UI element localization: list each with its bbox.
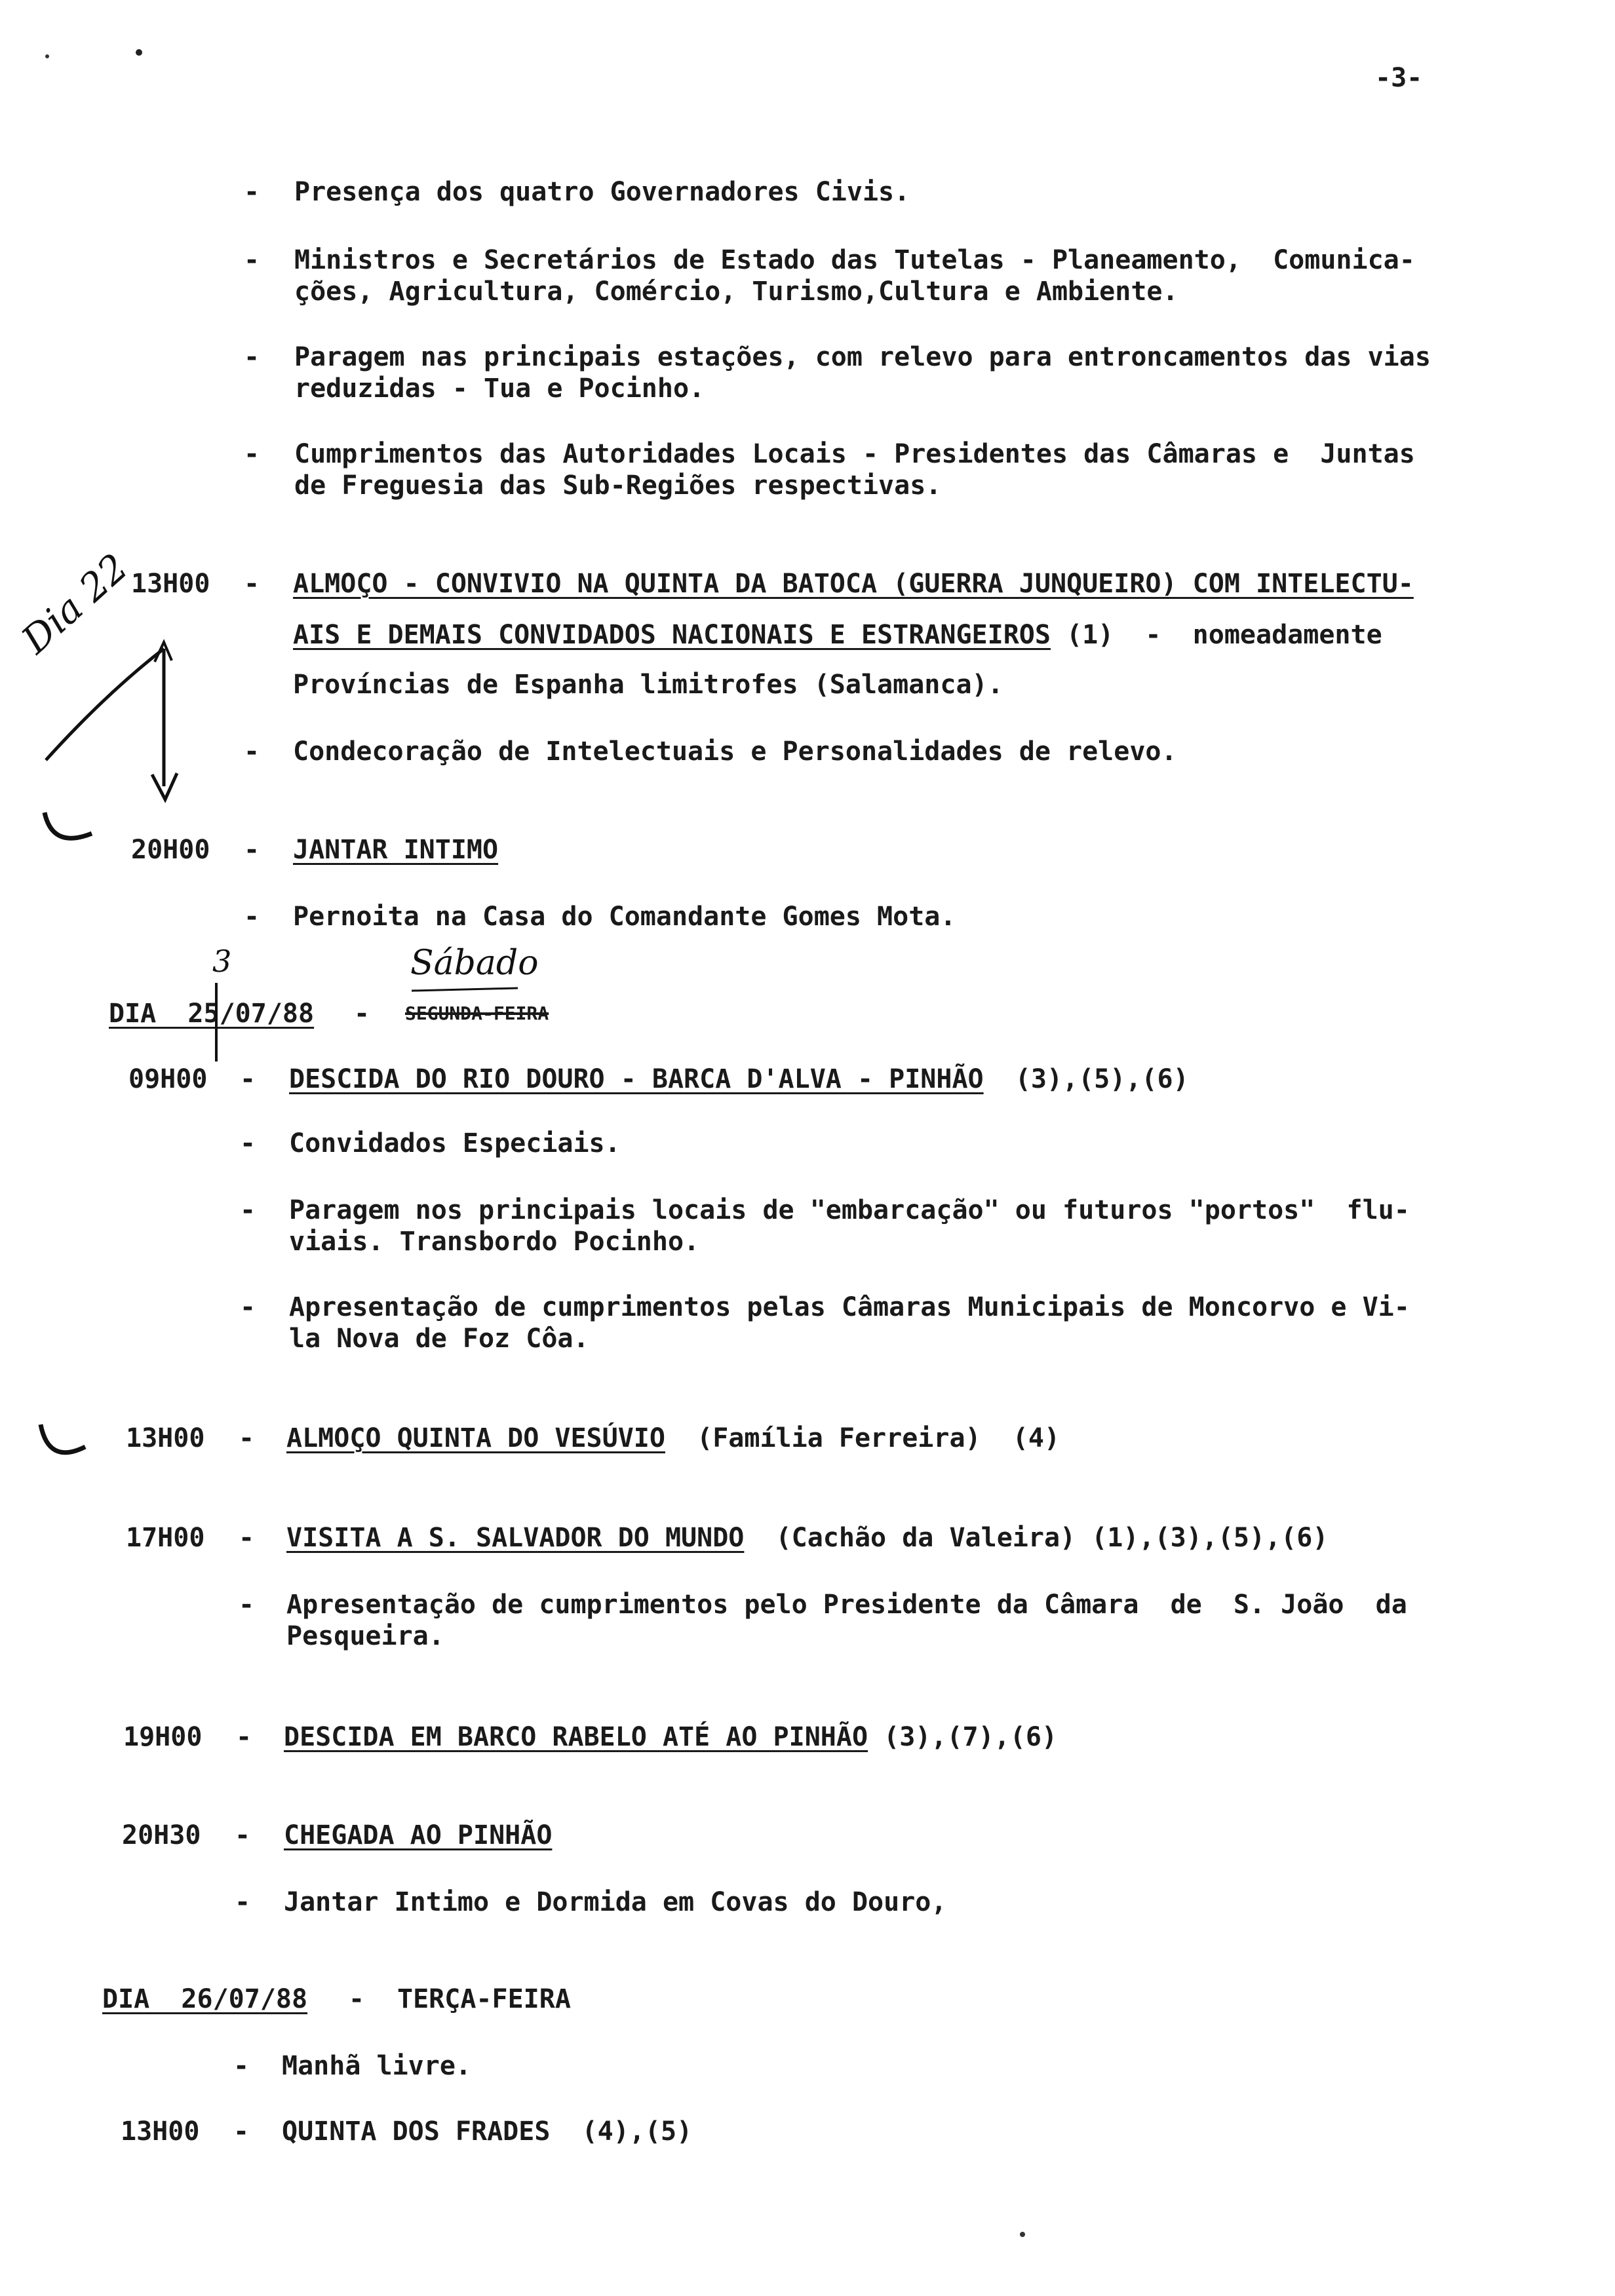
bullet-convidados: Convidados Especiais. bbox=[289, 1128, 621, 1158]
bullet-paragem-line2: reduzidas - Tua e Pocinho. bbox=[294, 373, 705, 404]
bullet-dash: - bbox=[235, 1887, 251, 1917]
bullet-dash: - bbox=[233, 2116, 250, 2147]
bullet-apresentacao-line2: la Nova de Foz Côa. bbox=[289, 1324, 589, 1354]
event-title: JANTAR INTIMO bbox=[293, 835, 499, 865]
struck-weekday: SEGUNDA-FEIRA bbox=[405, 1003, 549, 1024]
bullet-paragem-locais-line2: viais. Transbordo Pocinho. bbox=[289, 1227, 700, 1257]
bullet-presidente-line2: Pesqueira. bbox=[286, 1621, 444, 1651]
speck-mark bbox=[1020, 2232, 1025, 2237]
event-title: DESCIDA DO RIO DOURO - BARCA D'ALVA - PINHÃO bbox=[289, 1064, 984, 1094]
event-refs: (3),(7),(6) bbox=[868, 1722, 1058, 1752]
event-title: VISITA A S. SALVADOR DO MUNDO bbox=[286, 1523, 745, 1553]
time-label: 13H00 bbox=[126, 1423, 205, 1453]
event-title-line3: Províncias de Espanha limitrofes (Salamanca). bbox=[293, 670, 1003, 700]
speck-mark bbox=[45, 54, 49, 58]
bullet-dash: - bbox=[239, 1523, 255, 1553]
bullet-dash: - bbox=[235, 1820, 251, 1850]
bullet-dash: - bbox=[244, 177, 260, 207]
bullet-dash: - bbox=[244, 569, 260, 599]
event-refs: (Cachão da Valeira) (1),(3),(5),(6) bbox=[744, 1523, 1329, 1553]
event-title: QUINTA DOS FRADES bbox=[282, 2116, 551, 2147]
event-refs: (3),(5),(6) bbox=[983, 1064, 1189, 1094]
day-weekday: TERÇA-FEIRA bbox=[397, 1984, 571, 2014]
bullet-ministros-line1: Ministros e Secretários de Estado das Tutelas - Planeamento, Comunica- bbox=[294, 245, 1415, 275]
handwritten-digit: 3 bbox=[212, 944, 232, 979]
bullet-governadores: Presença dos quatro Governadores Civis. bbox=[294, 177, 910, 207]
time-label: 20H00 bbox=[131, 835, 210, 865]
event-refs: (Família Ferreira) (4) bbox=[665, 1423, 1060, 1453]
bullet-dash: - bbox=[239, 1423, 255, 1453]
bullet-condecoracao: Condecoração de Intelectuais e Personalidades de relevo. bbox=[293, 737, 1177, 767]
bullet-dash: - bbox=[349, 1984, 365, 2014]
event-title: CHEGADA AO PINHÃO bbox=[284, 1820, 553, 1850]
bullet-dash: - bbox=[236, 1722, 252, 1752]
bullet-manha-livre: Manhã livre. bbox=[282, 2051, 471, 2081]
bullet-ministros-line2: ções, Agricultura, Comércio, Turismo,Cultura e Ambiente. bbox=[294, 277, 1178, 307]
bullet-paragem-locais-line1: Paragem nos principais locais de "embarcação" ou futuros "portos" flu- bbox=[289, 1195, 1410, 1225]
bullet-apresentacao-line1: Apresentação de cumprimentos pelas Câmaras Municipais de Moncorvo e Vi- bbox=[289, 1292, 1410, 1322]
event-title-line2-rest: (1) - nomeadamente bbox=[1050, 620, 1382, 650]
bullet-dash: - bbox=[233, 2051, 250, 2081]
bullet-dash: - bbox=[244, 342, 260, 372]
bullet-dash: - bbox=[244, 835, 260, 865]
bullet-dash: - bbox=[244, 902, 260, 932]
handwritten-stroke bbox=[412, 988, 518, 991]
handwritten-weekday: Sábado bbox=[410, 944, 539, 983]
bullet-cumprimentos-line1: Cumprimentos das Autoridades Locais - Presidentes das Câmaras e Juntas bbox=[294, 439, 1415, 469]
event-title: ALMOÇO QUINTA DO VESÚVIO bbox=[286, 1423, 665, 1453]
time-label: 17H00 bbox=[126, 1523, 205, 1553]
bullet-dash: - bbox=[240, 1128, 256, 1158]
bullet-dash: - bbox=[240, 1064, 256, 1094]
bullet-presidente-line1: Apresentação de cumprimentos pelo Presidente da Câmara de S. João da bbox=[286, 1590, 1407, 1620]
time-label: 20H30 bbox=[122, 1820, 201, 1850]
bullet-dash: - bbox=[239, 1590, 255, 1620]
bullet-dash: - bbox=[240, 1292, 256, 1322]
bullet-dash: - bbox=[244, 439, 260, 469]
event-title: DESCIDA EM BARCO RABELO ATÉ AO PINHÃO bbox=[284, 1722, 868, 1752]
bullet-dash: - bbox=[240, 1195, 256, 1225]
bullet-dash: - bbox=[244, 245, 260, 275]
event-title-line2: AIS E DEMAIS CONVIDADOS NACIONAIS E ESTRANGEIROS bbox=[293, 620, 1051, 650]
bullet-dash: - bbox=[354, 999, 370, 1029]
time-label: 13H00 bbox=[131, 569, 210, 599]
handwritten-margin-note: Dia 22 bbox=[13, 545, 137, 662]
event-title-line1: ALMOÇO - CONVIVIO NA QUINTA DA BATOCA (GUERRA JUNQUEIRO) COM INTELECTU- bbox=[293, 569, 1414, 599]
event-refs: (4),(5) bbox=[550, 2116, 693, 2147]
check-mark-icon bbox=[45, 813, 92, 838]
bullet-jantar-covas: Jantar Intimo e Dormida em Covas do Douro, bbox=[284, 1887, 947, 1917]
day-heading: DIA 26/07/88 bbox=[102, 1984, 308, 2014]
page-number: -3- bbox=[1375, 63, 1423, 93]
time-label: 09H00 bbox=[128, 1064, 208, 1094]
margin-arrow-diagonal bbox=[46, 649, 164, 760]
speck-mark bbox=[136, 49, 142, 56]
bullet-dash: - bbox=[244, 737, 260, 767]
time-label: 19H00 bbox=[123, 1722, 203, 1752]
time-label: 13H00 bbox=[121, 2116, 200, 2147]
bullet-cumprimentos-line2: de Freguesia das Sub-Regiões respectivas. bbox=[294, 470, 942, 501]
day-heading: DIA 25/07/88 bbox=[109, 999, 315, 1029]
check-mark-icon bbox=[41, 1425, 85, 1453]
bullet-pernoita: Pernoita na Casa do Comandante Gomes Mota. bbox=[293, 902, 956, 932]
bullet-paragem-line1: Paragem nas principais estações, com relevo para entroncamentos das vias bbox=[294, 342, 1431, 372]
